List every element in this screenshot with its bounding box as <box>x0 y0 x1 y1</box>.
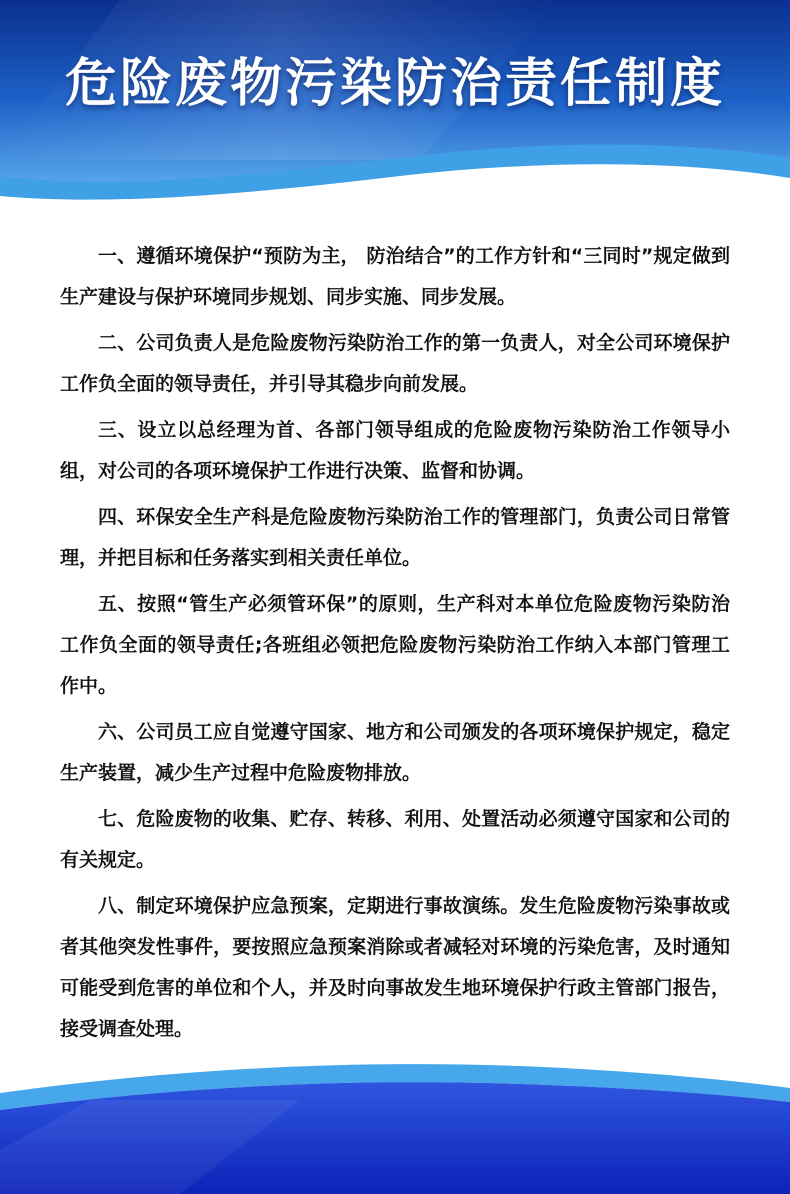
page-title: 危险废物污染防治责任制度 <box>64 54 725 114</box>
paragraph-1: 一、遵循环境保护“预防为主， 防治结合”的工作方针和“三同时”规定做到生产建设与保护环境同步规划、同步实施、同步发展。 <box>60 245 730 308</box>
paragraph-6: 六、公司员工应自觉遵守国家、地方和公司颁发的各项环境保护规定，稳定生产装置，减少生产过程中危险废物排放。 <box>60 721 730 784</box>
regulation-text <box>60 236 730 1055</box>
paragraph-8: 八、制定环境保护应急预案，定期进行事故演练。发生危险废物污染事故或者其他突发性事件，要按照应急预案消除或者减轻对环境的污染危害，及时通知可能受到危害的单位和个人，并及时向事故发生地环境保护行政主管部门报告，接受调查处理。 <box>60 895 730 1040</box>
paragraph-5: 五、按照“管生产必须管环保”的原则，生产科对本单位危险废物污染防治工作负全面的领导责任;各班组必领把危险废物污染防治工作纳入本部门管理工作中。 <box>60 593 730 697</box>
paragraph-3: 三、设立以总经理为首、各部门领导组成的危险废物污染防治工作领导小组，对公司的各项环境保护工作进行决策、监督和协调。 <box>60 419 730 482</box>
paragraph-2: 二、公司负责人是危险废物污染防治工作的第一负责人，对全公司环境保护工作负全面的领导责任，并引导其稳步向前发展。 <box>60 332 730 395</box>
paragraph-4: 四、环保安全生产科是危险废物污染防治工作的管理部门，负责公司日常管理，并把目标和任务落实到相关责任单位。 <box>60 506 730 569</box>
paragraph-7: 七、危险废物的收集、贮存、转移、利用、处置活动必须遵守国家和公司的有关规定。 <box>60 808 730 871</box>
